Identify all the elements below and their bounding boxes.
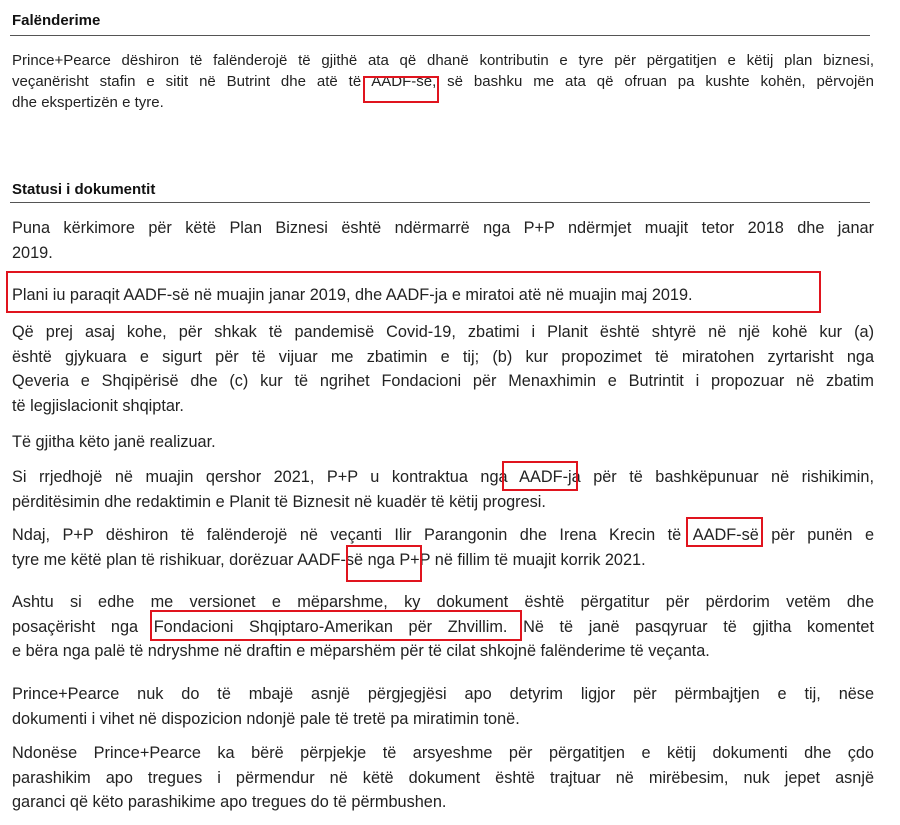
paragraph-line: posaçërisht nga Fondacioni Shqiptaro-Amerikan për Zhvillim. Në të janë pasqyruar të gjitha komentet xyxy=(12,617,874,636)
paragraph-line: është gjykuara e sigurt për të vijuar me zbatimin e tij; (b) kur propozimet të miratohen zyrtarisht nga xyxy=(12,347,874,366)
paragraph-line: Ndonëse Prince+Pearce ka bërë përpjekje të arsyeshme për përgatitjen e këtij dokumenti dhe çdo xyxy=(12,744,874,762)
paragraph-line: dhe ekspertizën e tyre. xyxy=(12,94,164,111)
highlight-box-aadf-se-3 xyxy=(346,545,422,582)
paragraph-line: Që prej asaj kohe, për shkak të pandemisë Covid-19, zbatimi i Planit është shtyrë në një kohë kur (a) xyxy=(12,323,874,341)
heading-rule xyxy=(10,202,870,203)
paragraph-contract xyxy=(12,465,874,514)
paragraph-line: Qeveria e Shqipërisë dhe (c) kur të ngrihet Fondacioni për Menaxhimin e Butrintit i propozuar në zbatim xyxy=(12,372,874,391)
highlight-box-aadf-se xyxy=(363,76,439,103)
paragraph-covid-delay xyxy=(12,320,874,418)
section-heading-document-status: Statusi i dokumentit xyxy=(12,181,156,198)
highlight-box-foundation-name xyxy=(150,610,522,641)
paragraph-research-period xyxy=(12,216,874,265)
paragraph-disclaimer xyxy=(12,741,874,815)
paragraph-line: e bëra nga palë të ndryshme në draftin e mëparshëm për të cilat shkojnë falënderime të veçanta. xyxy=(12,642,710,661)
paragraph-line: Prince+Pearce dëshiron të falënderojë të gjithë ata që dhanë kontributin e tyre për përgatitjen e këtij plan biznesi, xyxy=(12,52,874,69)
paragraph-line: të legjislacionit shqiptar. xyxy=(12,396,184,415)
highlight-box-aadf-se-2 xyxy=(686,517,763,547)
paragraph-line: veçanërisht stafin e sitit në Butrint dhe atë të AADF-së, së bashku me ata që ofruan pa kushte kohën, përvojën xyxy=(12,73,874,90)
paragraph-line: tyre me këtë plan të rishikuar, dorëzuar AADF-së nga P+P në fillim të muajit korrik 2021. xyxy=(12,550,646,569)
paragraph-liability xyxy=(12,682,874,731)
paragraph-line: Prince+Pearce nuk do të mbajë asnjë përgjegjësi apo detyrim ligjor për përmbajtjen e tij, nëse xyxy=(12,685,874,703)
paragraph-line: Puna kërkimore për këtë Plan Biznesi është ndërmarrë nga P+P ndërmjet muajit tetor 2018 dhe janar xyxy=(12,219,874,237)
highlight-box-plan-submission xyxy=(6,271,821,313)
paragraph-line: Të gjitha këto janë realizuar. xyxy=(12,433,216,451)
paragraph-line: Plani iu paraqit AADF-së në muajin janar 2019, dhe AADF-ja e miratoi atë në muajin maj 2019. xyxy=(12,286,693,304)
acknowledgements-paragraph xyxy=(12,50,874,113)
paragraph-line: Si rrjedhojë në muajin qershor 2021, P+P u kontraktua nga AADF-ja për të bashkëpunuar në rishikimin, xyxy=(12,468,874,486)
highlight-box-aadf-ja xyxy=(502,461,578,491)
paragraph-line: Ndaj, P+P dëshiron të falënderojë në veçanti Ilir Parangonin dhe Irena Krecin të AADF-së për punën e xyxy=(12,526,874,544)
paragraph-line: përditësimin dhe redaktimin e Planit të Biznesit në kuadër të këtij progresi. xyxy=(12,492,546,511)
paragraph-realized xyxy=(12,430,874,455)
section-heading-acknowledgements: Falënderime xyxy=(12,12,101,29)
paragraph-line: Ashtu si edhe me versionet e mëparshme, ky dokument është përgatitur për përdorim vetëm dhe xyxy=(12,593,874,611)
paragraph-line: dokumenti i vihet në dispozicion ndonjë pale të tretë pa miratimin tonë. xyxy=(12,709,520,728)
paragraph-line: parashikim apo tregues i përmendur në këtë dokument është trajtuar në mirëbesim, nuk jepet asnjë xyxy=(12,768,874,787)
paragraph-line: garanci që këto parashikime apo tregues do të përmbushen. xyxy=(12,793,447,812)
heading-rule xyxy=(10,35,870,36)
paragraph-line: 2019. xyxy=(12,243,53,262)
